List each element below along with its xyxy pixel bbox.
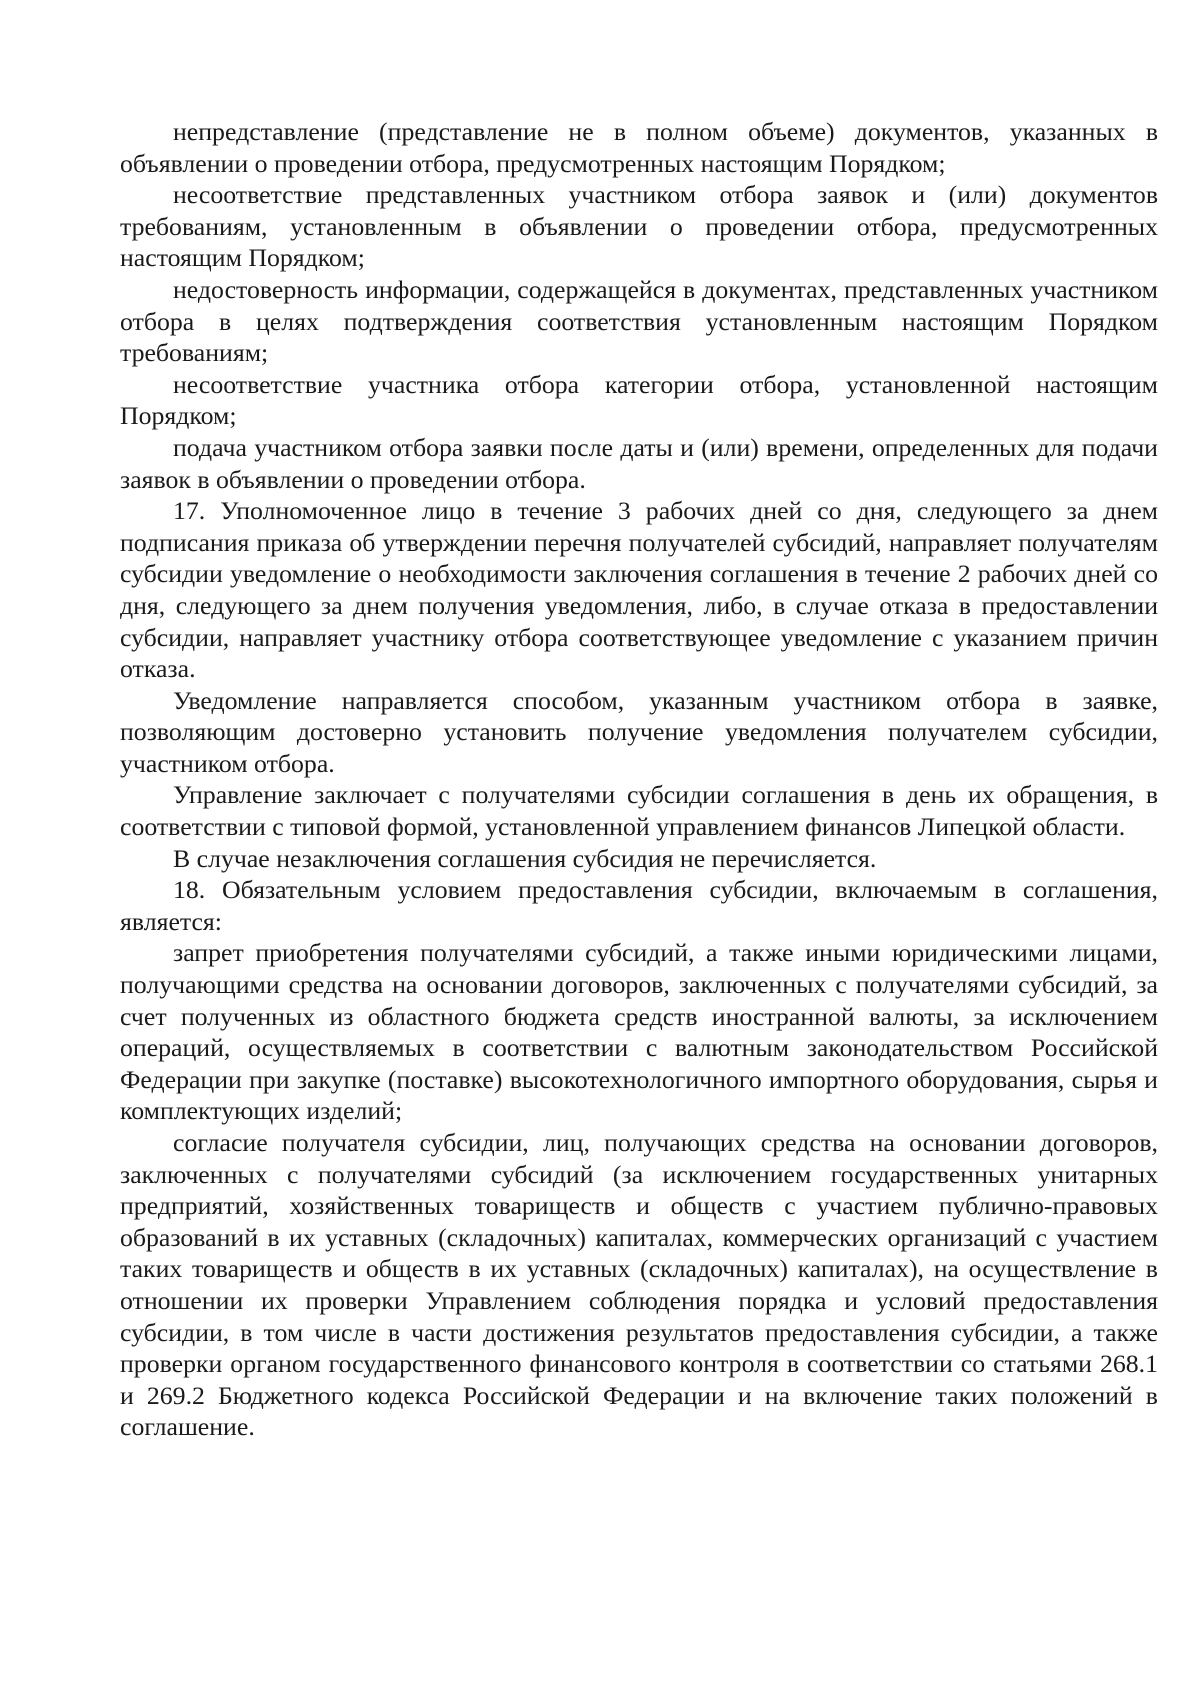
document-page [120,116,1158,1443]
paragraph-nonconformity-documents: несоответствие представленных участником отбора заявок и (или) документов требованиям, установленным в объявлении о проведении отбора, предусмотренных настоящим Порядком; [120,180,1158,273]
paragraph-no-documents: непредставление (представление не в полном объеме) документов, указанных в объявлении о проведении отбора, предусмотренных настоящим Порядком; [120,117,1158,178]
paragraph-item-18: 18. Обязательным условием предоставления субсидии, включаемым в соглашения, является: [120,875,1158,936]
paragraph-unreliable-information: недостоверность информации, содержащейся в документах, представленных участником отбора в целях подтверждения соответствия установленным настоящим Порядком требованиям; [120,274,1158,368]
paragraph-agreement-conclusion: Управление заключает с получателями субсидии соглашения в день их обращения, в соответствии с типовой формой, установленной управлением финансов Липецкой области. [120,780,1158,842]
paragraph-currency-prohibition: запрет приобретения получателями субсидий, а также иными юридическими лицами, получающими средства на основании договоров, заключенных с получателями субсидий, за счет полученных из областного бюджета средств иностранной валюты, за исключением операций, осуществляемых в соответствии с валютным законодательством Российской Федерации при закупке (поставке) высокотехнологичного импортного оборудования, сырья и комплектующих изделий; [120,938,1158,1126]
paragraph-item-17: 17. Уполномоченное лицо в течение 3 рабочих дней со дня, следующего за днем подписания приказа об утверждении перечня получателей субсидий, направляет получателям субсидии уведомление о необходимости заключения соглашения в течение 2 рабочих дней со дня, следующего за днем получения уведомления, либо, в случае отказа в предоставлении субсидии, направляет участнику отбора соответствующее уведомление с указанием причин отказа. [120,496,1158,684]
paragraph-category-mismatch: несоответствие участника отбора категории отбора, установленной настоящим Порядком; [120,369,1158,431]
paragraph-notification-method: Уведомление направляется способом, указанным участником отбора в заявке, позволяющим достоверно установить получение уведомления получателем субсидии, участником отбора. [120,685,1158,778]
paragraph-consent-to-audit: согласие получателя субсидии, лиц, получающих средства на основании договоров, заключенных с получателями субсидий (за исключением государственных унитарных предприятий, хозяйственных товариществ и обществ с участием публично-правовых образований в их уставных (складочных) капиталах, коммерческих организаций с участием таких товариществ и обществ в их уставных (складочных) капиталах), на осуществление в отношении их проверки Управлением соблюдения порядка и условий предоставления субсидии, в том числе в части достижения результатов предоставления субсидии, а также проверки органом государственного финансового контроля в соответствии со статьями 268.1 и 269.2 Бюджетного кодекса Российской Федерации и на включение таких положений в соглашение. [120,1128,1158,1442]
paragraph-no-agreement: В случае незаключения соглашения субсидия не перечисляется. [173,843,877,873]
paragraph-late-submission: подача участником отбора заявки после даты и (или) времени, определенных для подачи заявок в объявлении о проведении отбора. [120,432,1158,494]
